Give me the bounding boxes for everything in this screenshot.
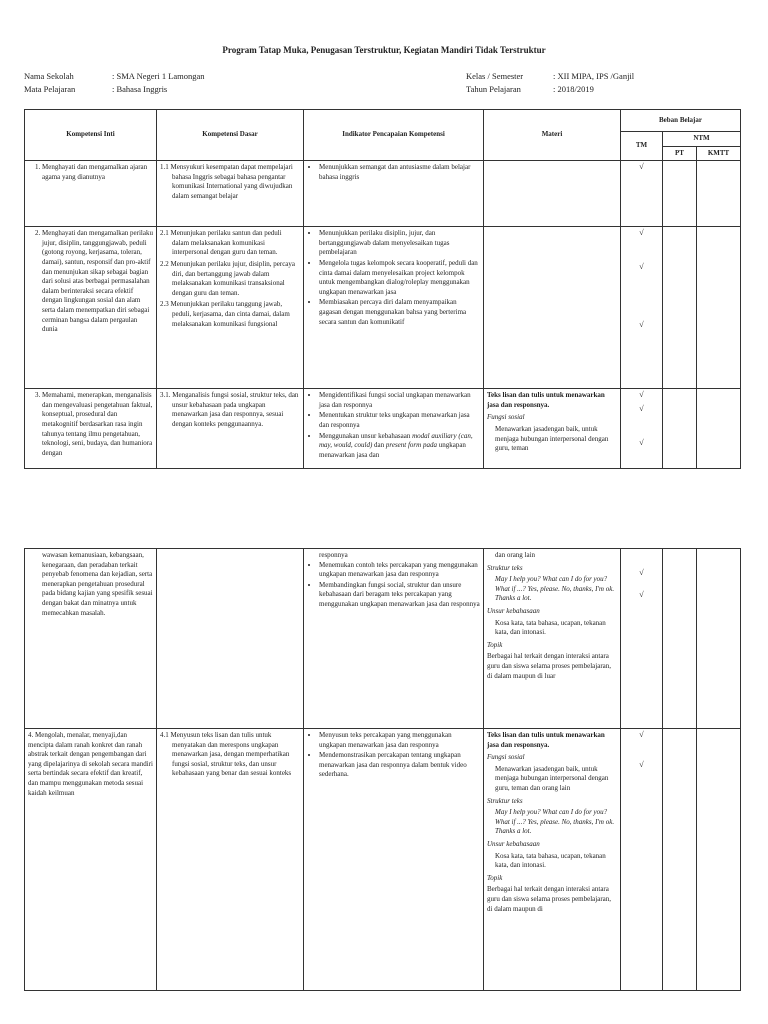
materi-text: Berbagai hal terkait dengan interaksi antara guru dan siswa selama proses pembelajaran, di dalam maupun di luar (487, 652, 612, 680)
tm-cell (621, 729, 663, 991)
kd-cell (157, 549, 304, 729)
competency-table-part-2 (24, 548, 741, 991)
ipk-item: • Membandingkan fungsi social, struktur dan unsure kebahasaan dari beragam teks percakapan yang menggunakan ungkapan menawarkan jasa dan responnya (319, 581, 480, 610)
ipk-cell (304, 549, 484, 729)
table-row (25, 227, 741, 389)
school-label: Nama Sekolah (24, 71, 74, 81)
ipk-item: • Membiasakan percaya diri dalam menyampaikan gagasan dengan menggunakan bahsa yang berterima secara santun dan komunikatif (319, 298, 480, 327)
class-label: Kelas / Semester (466, 71, 524, 81)
year-value: : 2018/2019 (553, 84, 594, 94)
ipk-text-italic: modal auxiliary (can, may, would, could) (319, 431, 473, 450)
materi-cell (484, 729, 621, 991)
ipk-item: • Menyusun teks percakapan yang menggunakan ungkapan menawarkan jasa dan responnya (319, 731, 480, 750)
kmtt-cell (697, 549, 741, 729)
ki-cell (25, 729, 157, 991)
ki-text: 2. Menghayati dan mengamalkan perilaku jujur, disiplin, tanggungjawab, peduli (gotong royong, kerjasama, toleran, damai), santun, responsif dan pro-aktif dan menunjukan sikap sebagai bagian dari solusi atas berbagai permasalahan dalam berinteraksi secara efektif dengan lingkungan sosial dan alam serta dalam menempatkan diri sebagai cerminan bangsa dalam pergaulan dunia (42, 229, 153, 335)
materi-text: dan orang lain (495, 551, 536, 559)
kd-text: 1.1 Mensyukuri kesempatan dapat mempelajari bahasa Inggris sebagai bahasa pengantar komunikasi International yang diwujudkan dalam semangat belajar (160, 163, 293, 200)
ki-text: 1. Menghayati dan mengamalkan ajaran agama yang dianutnya (42, 163, 153, 182)
materi-text: Kosa kata, tata bahasa, ucapan, tekanan kata, dan intonasi. (495, 618, 606, 637)
check-mark-icon: √ (639, 438, 644, 448)
materi-label: Topik (487, 873, 503, 882)
ipk-cell (304, 227, 484, 389)
kd-cell (157, 161, 304, 227)
header-tm: TM (621, 132, 663, 161)
check-mark-icon: √ (639, 568, 644, 577)
competency-table-part-1 (24, 109, 741, 469)
pt-cell (663, 549, 697, 729)
kd-text: 3.1. Menganalisis fungsi sosial, struktur teks, dan unsur kebahasaan pada ungkapan menawarkan jasa dan responnya, sesuai dengan konteks penggunaannya. (160, 391, 299, 428)
kd-text: 2.1 Menunjukan perilaku santun dan peduli dalam melaksanakan komunikasi interpersonal dengan guru dan teman. (160, 229, 282, 257)
header-pt: PT (663, 146, 697, 161)
tm-cell (621, 227, 663, 389)
ki-text: 4. Mengolah, menalar, menyaji,dan mencipta dalam ranah konkret dan ranah abstrak terkait dengan pengembangan dari yang dipelajarinya di sekolah secara mandiri serta bertindak secara efektif dan kreatif, dan mampu menggunakan metoda sesuai kaidah keilmuan (28, 731, 153, 797)
ki-cell (25, 161, 157, 227)
kmtt-cell (697, 389, 741, 469)
kd-text: 2.2 Menunjukan perilaku jujur, disiplin, percaya diri, dan bertanggung jawab dalam melaksanakan komunikasi transaksional dengan guru dan teman. (160, 259, 296, 297)
materi-label: Struktur teks (487, 796, 523, 805)
ipk-item: • Menemukan contoh teks percakapan yang menggunakan ungkapan menawarkan jasa dan responnya (319, 561, 480, 580)
ipk-item (319, 432, 480, 461)
materi-label: Fungsi sosial (487, 753, 525, 762)
ipk-text: Menggunakan unsur kebahasaan (319, 431, 413, 440)
header-indikator: Indikator Pencapaian Kompetensi (304, 110, 484, 161)
class-value: : XII MIPA, IPS /Ganjil (553, 71, 635, 81)
tm-cell (621, 161, 663, 227)
materi-title: Teks lisan dan tulis untuk menawarkan jasa dan responsnya. (487, 391, 605, 409)
check-mark-icon: √ (639, 228, 644, 238)
materi-text: Menawarkan jasadengan baik, untuk menjaga hubungan interpersonal dengan guru, teman dan orang lain (495, 764, 609, 792)
materi-text: May I help you? What can I do for you? What if ...? Yes, please. No, thanks, I'm ok. Thanks a lot. (495, 575, 615, 603)
materi-text: May I help you? What can I do for you? What if ...? Yes, please. No, thanks, I'm ok. Thanks a lot. (495, 808, 615, 836)
table-row (25, 389, 741, 469)
ipk-text: ungkapan menawarkan jasa dan (319, 441, 466, 459)
pt-cell (663, 227, 697, 389)
ki-text: 3. Memahami, menerapkan, menganalisis dan mengevaluasi pengetahuan faktual, konseptual, prosedural dan metakognitif berdasarkan rasa ingin tahunya tentang ilmu pengetahuan, teknologi, seni, budaya, dan humaniora dengan (42, 391, 153, 458)
check-mark-icon: √ (639, 320, 644, 330)
header-kompetensi-dasar: Kompetensi Dasar (157, 110, 304, 161)
check-mark-icon: √ (639, 730, 644, 739)
ki-cell (25, 549, 157, 729)
check-mark-icon: √ (639, 760, 644, 769)
subject-value: : Bahasa Inggris (112, 84, 168, 94)
document-title: Program Tatap Muka, Penugasan Terstruktur, Kegiatan Mandiri Tidak Terstruktur (222, 45, 546, 55)
materi-cell (484, 161, 621, 227)
check-mark-icon: √ (639, 262, 644, 272)
tm-cell (621, 389, 663, 469)
check-mark-icon: √ (639, 390, 644, 400)
kmtt-cell (697, 729, 741, 991)
kd-cell (157, 729, 304, 991)
pt-cell (663, 389, 697, 469)
school-value: : SMA Negeri 1 Lamongan (112, 71, 205, 81)
ipk-item: • Mengelola tugas kelompok secara kooperatif, peduli dan cinta damai dalam menyelesaikan project kelompok untuk mengembangkan dialog/roleplay menggunakan ungkapan menawarkan jasa (319, 259, 480, 297)
ipk-item: • Mendemonstrasikan percakapan tentang ungkapan menawarkan jasa dan responnya dalam bentuk video sederhana. (319, 751, 480, 780)
materi-cell (484, 549, 621, 729)
ki-cell (25, 389, 157, 469)
pt-cell (663, 161, 697, 227)
ipk-item: • Menunjukkan semangat dan antusiasme dalam belajar bahasa inggris (319, 163, 480, 182)
materi-text: Kosa kata, tata bahasa, ucapan, tekanan kata, dan intonasi. (495, 851, 606, 870)
tm-cell (621, 549, 663, 729)
kmtt-cell (697, 161, 741, 227)
ipk-item: • Menentukan struktur teks ungkapan menawarkan jasa dan responnya (319, 411, 480, 430)
ipk-text: responnya (319, 551, 348, 559)
header-kmtt: KMTT (697, 146, 741, 161)
materi-label: Topik (487, 640, 503, 649)
header-materi: Materi (484, 110, 621, 161)
materi-label: Unsur kebahasaan (487, 606, 540, 615)
materi-label: Fungsi sosial (487, 413, 525, 422)
check-mark-icon: √ (639, 162, 644, 172)
kmtt-cell (697, 227, 741, 389)
pt-cell (663, 729, 697, 991)
kd-cell (157, 389, 304, 469)
kd-cell (157, 227, 304, 389)
header-ntm: NTM (663, 132, 741, 147)
kd-text: 4.1 Menyusun teks lisan dan tulis untuk menyatakan dan merespons ungkapan menawarkan jasa, dengan memperhatikan fungsi sosial, struktur teks, dan unsur kebahasaan yang benar dan sesuai konteks (160, 731, 292, 778)
ipk-cell (304, 389, 484, 469)
materi-text: Menawarkan jasadengan baik, untuk menjaga hubungan interpersonal dengan guru, teman (495, 424, 609, 453)
table-row (25, 549, 741, 729)
header-kompetensi-inti: Kompetensi Inti (25, 110, 157, 161)
materi-label: Struktur teks (487, 563, 523, 572)
ipk-cell (304, 729, 484, 991)
ipk-text: dan (372, 441, 386, 450)
ipk-item: • Menunjukkan perilaku disiplin, jujur, dan bertanggungjawab dalam menyelesaikan tugas pembelajaran (319, 229, 480, 258)
check-mark-icon: √ (639, 404, 644, 414)
materi-cell (484, 227, 621, 389)
materi-label: Unsur kebahasaan (487, 839, 540, 848)
year-label: Tahun Pelajaran (466, 84, 521, 94)
ipk-text-italic: present form pada (385, 441, 437, 450)
ipk-item: • Mengidentifikasi fungsi social ungkapan menawarkan jasa dan responnya (319, 391, 480, 410)
table-row (25, 729, 741, 991)
ki-cell (25, 227, 157, 389)
materi-text: Berbagai hal terkait dengan interaksi antara guru dan siswa selama proses pembelajaran, di dalam maupun di (487, 885, 612, 913)
subject-label: Mata Pelajaran (24, 84, 76, 94)
kd-text: 2.3 Menunjukkan perilaku tanggung jawab, peduli, kerjasama, dan cinta damai, dalam melaksanakan komunikasi fungsional (160, 300, 290, 328)
materi-title: Teks lisan dan tulis untuk menawarkan jasa dan responsnya. (487, 731, 605, 749)
materi-cell (484, 389, 621, 469)
table-row (25, 161, 741, 227)
ipk-cell (304, 161, 484, 227)
check-mark-icon: √ (639, 590, 644, 599)
ki-text: wawasan kemanusiaan, kebangsaan, kenegaraan, dan peradaban terkait penyebab fenomena dan kejadian, serta menerapkan pengetahuan prosedural pada bidang kajian yang spesifik sesuai dengan bakat dan minatnya untuk memecahkan masalah. (42, 551, 153, 617)
header-beban-belajar: Beban Belajar (621, 110, 741, 132)
